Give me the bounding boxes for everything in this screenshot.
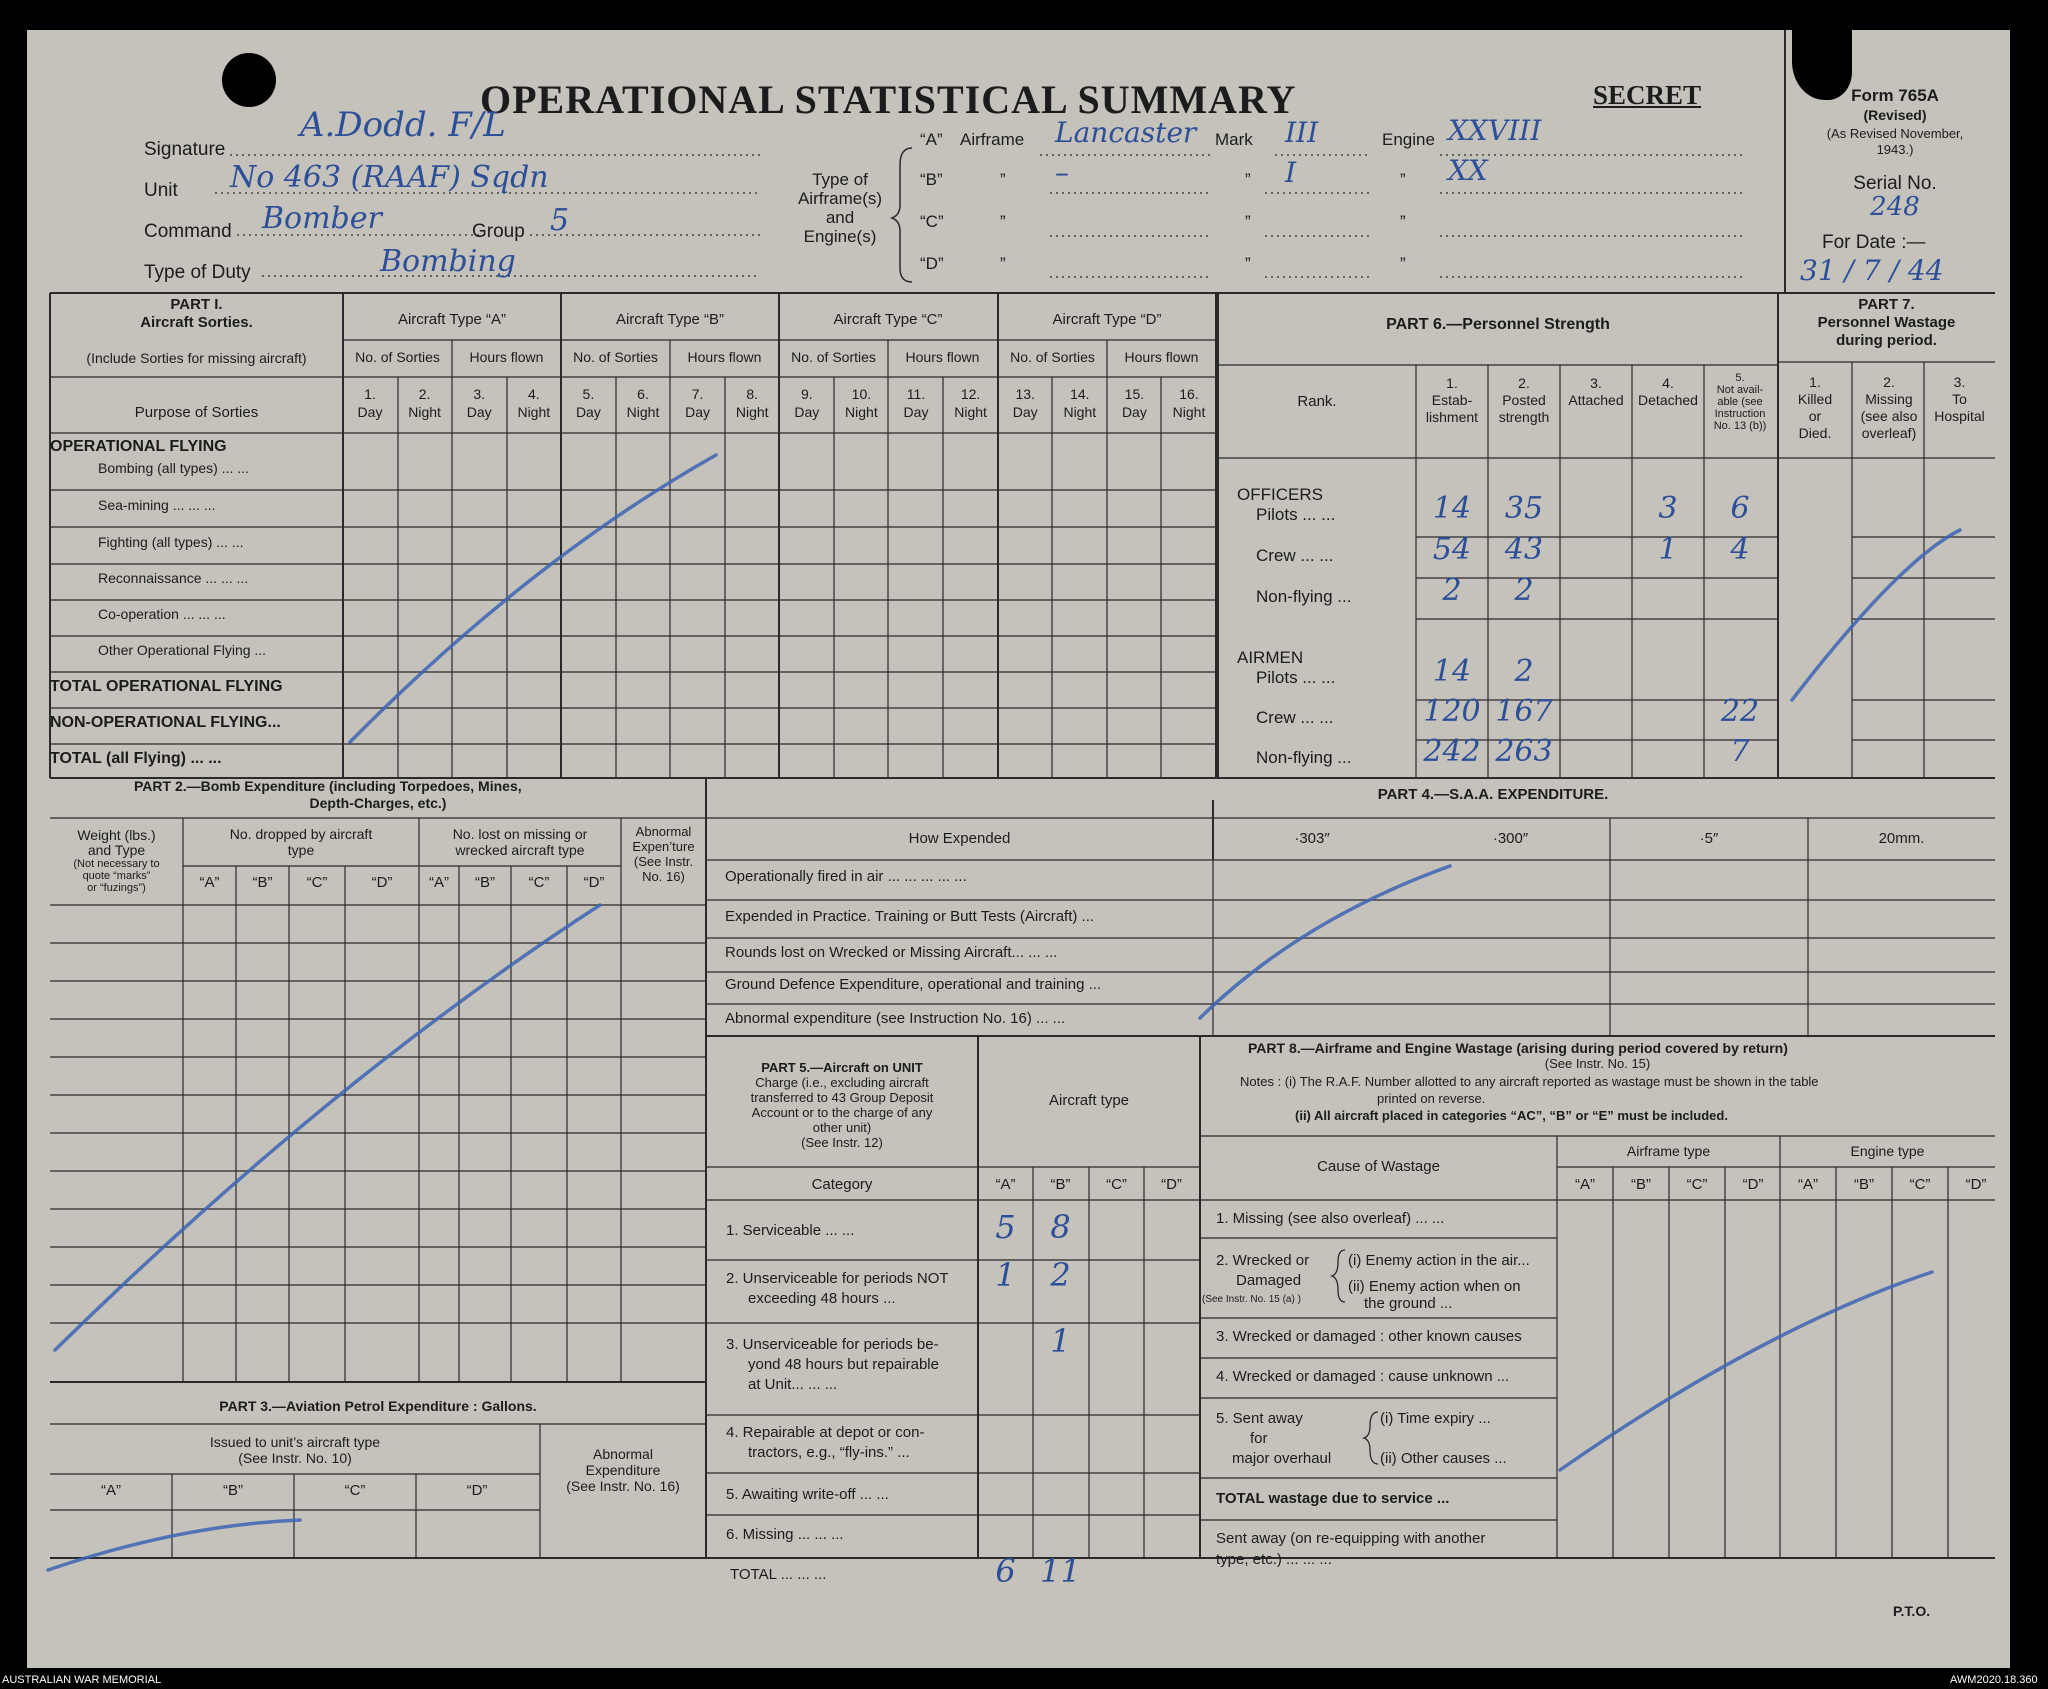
- form-revision-year: 1943.): [1876, 142, 1914, 157]
- part2-title-2: Depth-Charges, etc.): [309, 795, 447, 811]
- column-header-line: 2.: [1518, 375, 1530, 391]
- aircraft-type-header: Aircraft Type “B”: [615, 311, 725, 328]
- column-header-line: 1.: [1446, 375, 1458, 391]
- type-of-airframe-label: Type of Airframe(s) and Engine(s): [797, 170, 883, 246]
- pto-label: P.T.O.: [1893, 1603, 1931, 1619]
- calibre-header: ·5″: [1699, 830, 1719, 847]
- personnel-value: 167: [1495, 694, 1553, 729]
- personnel-column-header: [1416, 375, 1488, 426]
- aircraft-code-header: “C”: [344, 1482, 366, 1499]
- column-period: Night: [1172, 404, 1206, 420]
- sent-away-for: for: [1250, 1430, 1268, 1447]
- type-code-header: “D”: [1965, 1176, 1987, 1193]
- column-number: 16.: [1179, 386, 1199, 402]
- personnel-value: 2: [1514, 654, 1534, 689]
- part5-category-header: Category: [811, 1176, 873, 1193]
- sortie-purpose-row: Sea-mining ... ... ...: [98, 497, 216, 513]
- aircraft-type-header: Aircraft Type “D”: [1052, 311, 1162, 328]
- sortie-purpose-row: Bombing (all types) ... ...: [98, 460, 249, 476]
- airframe-code: “A”: [920, 130, 943, 149]
- duty-label: Type of Duty: [144, 262, 251, 283]
- part7-subtitle-2: during period.: [1836, 332, 1937, 349]
- column-period: Night: [517, 404, 551, 420]
- column-header-line: strength: [1498, 409, 1550, 425]
- expenditure-row: Operationally fired in air ... ... ... ... ...: [725, 868, 967, 885]
- column-header-line: 3.: [1953, 374, 1966, 390]
- airframe-word: Airframe: [960, 130, 1025, 149]
- aircraft-code-header: “D”: [371, 874, 393, 891]
- operational-flying-heading: OPERATIONAL FLYING: [50, 438, 227, 455]
- column-header-line: 1.: [1809, 374, 1821, 390]
- personnel-value: 4: [1730, 532, 1750, 567]
- column-period: Night: [735, 404, 769, 420]
- personnel-column-header: [1560, 375, 1632, 409]
- column-number: 8.: [746, 386, 759, 402]
- column-number: 12.: [960, 386, 981, 402]
- serial-value: 248: [1870, 192, 1920, 222]
- weight-and-type-header: Weight (lbs.) and Type (Not necessary to quote “marks” or “fuzings”): [73, 827, 160, 894]
- engine-value: XX: [1448, 154, 1488, 187]
- personnel-value: 54: [1432, 532, 1472, 567]
- aircraft-code-header: “B”: [475, 874, 495, 891]
- column-header-line: Estab-: [1431, 392, 1473, 408]
- column-period: Night: [626, 404, 660, 420]
- sortie-purpose-row: Co-operation ... ... ...: [98, 606, 226, 622]
- cause-of-wastage-header: Cause of Wastage: [1317, 1158, 1440, 1175]
- wastage-other-known: 3. Wrecked or damaged : other known causes: [1216, 1328, 1522, 1345]
- hours-flown-header: Hours flown: [469, 349, 544, 365]
- personnel-value: 6: [1730, 491, 1750, 526]
- column-period: Day: [794, 404, 820, 420]
- wastage-unknown: 4. Wrecked or damaged : cause unknown ...: [1216, 1368, 1510, 1385]
- part3-abnormal-header: Abnormal Expenditure (See Instr. No. 16): [566, 1446, 680, 1494]
- category-row-label: 5. Awaiting write-off ... ...: [726, 1486, 889, 1503]
- category-row-label: TOTAL ... ... ...: [730, 1566, 827, 1583]
- column-number: 9.: [800, 386, 813, 402]
- part1-subtitle: Aircraft Sorties.: [140, 314, 253, 331]
- wastage-instr-note: (See Instr. No. 15 (a) ): [1202, 1294, 1301, 1305]
- wastage-enemy-ground-1: (ii) Enemy action when on: [1348, 1278, 1521, 1295]
- unit-value: No 463 (RAAF) Sqdn: [230, 160, 549, 195]
- personnel-value: 2: [1514, 573, 1534, 608]
- aircraft-code-header: “A”: [101, 1482, 121, 1499]
- aircraft-count-value: 1: [1050, 1322, 1071, 1360]
- aircraft-count-value: 1: [995, 1256, 1016, 1294]
- hours-flown-header: Hours flown: [1124, 349, 1199, 365]
- category-row-label: 3. Unserviceable for periods be-: [726, 1336, 939, 1353]
- mark-word: Mark: [1215, 130, 1253, 149]
- personnel-value: 3: [1658, 491, 1678, 526]
- column-header-line: 5.: [1735, 372, 1745, 384]
- column-header-line: To: [1952, 391, 1967, 407]
- command-value: Bomber: [262, 201, 382, 236]
- sortie-purpose-row: NON-OPERATIONAL FLYING...: [50, 714, 281, 731]
- aircraft-code-header: “A”: [995, 1176, 1016, 1193]
- personnel-value: 43: [1504, 532, 1544, 567]
- personnel-value: 7: [1730, 734, 1750, 769]
- column-header-line: overleaf): [1861, 425, 1917, 441]
- personnel-value: 22: [1720, 694, 1760, 729]
- column-header-line: Instruction: [1714, 408, 1766, 420]
- rank-row-label: Crew ... ...: [1256, 708, 1334, 727]
- date-value: 31 / 7 / 44: [1800, 254, 1944, 287]
- column-number: 10.: [851, 386, 872, 402]
- how-expended-header: How Expended: [908, 830, 1011, 847]
- rank-row-label: Crew ... ...: [1256, 546, 1334, 565]
- type-code-header: “A”: [1575, 1176, 1595, 1193]
- part5-aircraft-type-header: Aircraft type: [1048, 1092, 1130, 1109]
- column-period: Day: [357, 404, 383, 420]
- wastage-enemy-air: (i) Enemy action in the air...: [1348, 1252, 1530, 1269]
- aircraft-code-header: “A”: [429, 874, 449, 891]
- sent-away-reequip-1: Sent away (on re-equipping with another: [1216, 1530, 1486, 1547]
- column-number: 2.: [418, 386, 431, 402]
- part1-include-note: (Include Sorties for missing aircraft): [86, 350, 307, 366]
- column-header-line: (see also: [1860, 408, 1918, 424]
- category-row-label: 6. Missing ... ... ...: [726, 1526, 844, 1543]
- airframe-value: –: [1055, 156, 1069, 189]
- aircraft-count-value: 8: [1050, 1208, 1071, 1246]
- aircraft-code-header: “D”: [466, 1482, 488, 1499]
- mark-word: ”: [1245, 170, 1251, 189]
- mark-word: ”: [1245, 212, 1251, 231]
- serial-label: Serial No.: [1853, 173, 1937, 194]
- aircraft-count-value: 11: [1040, 1552, 1081, 1590]
- sortie-purpose-row: Other Operational Flying ...: [98, 642, 267, 658]
- wastage-missing: 1. Missing (see also overleaf) ... ...: [1216, 1210, 1445, 1227]
- part2-title-1: PART 2.—Bomb Expenditure (including Torpedoes, Mines,: [134, 778, 522, 794]
- part5-title: PART 5.—Aircraft on UNIT Charge (i.e., excluding aircraft transferred to 43 Group Deposit Account or to the charge of any other unit) (See Instr. 12): [750, 1060, 934, 1150]
- form-revision-note: (As Revised November,: [1826, 126, 1964, 141]
- aircraft-code-header: “B”: [223, 1482, 243, 1499]
- part8-note-2: (ii) All aircraft placed in categories “AC”, “B” or “E” must be included.: [1295, 1108, 1728, 1123]
- part8-title: PART 8.—Airframe and Engine Wastage (arising during period covered by return): [1248, 1040, 1788, 1056]
- aircraft-count-value: 5: [995, 1208, 1016, 1246]
- category-row-label-cont: exceeding 48 hours ...: [748, 1290, 896, 1307]
- sent-away-overhaul: major overhaul: [1232, 1450, 1332, 1467]
- column-period: Night: [845, 404, 878, 420]
- wastage-wrecked-label: 2. Wrecked or: [1216, 1252, 1310, 1269]
- airframe-word: ”: [1000, 212, 1006, 231]
- engine-word: ”: [1400, 254, 1406, 273]
- aircraft-code-header: “A”: [199, 874, 220, 891]
- wastage-damaged-label: Damaged: [1236, 1272, 1302, 1289]
- form-title: OPERATIONAL STATISTICAL SUMMARY: [480, 77, 1297, 122]
- personnel-column-header: [1704, 372, 1776, 432]
- personnel-value: 242: [1423, 734, 1481, 769]
- column-header-line: Posted: [1502, 392, 1546, 408]
- mark-value: I: [1285, 156, 1297, 189]
- airframe-value: Lancaster: [1055, 116, 1197, 149]
- column-period: Night: [408, 404, 441, 420]
- sortie-purpose-row: Reconnaissance ... ... ...: [98, 570, 249, 586]
- mark-value: III: [1285, 116, 1319, 149]
- personnel-value: 35: [1504, 491, 1544, 526]
- sent-away-label: 5. Sent away: [1216, 1410, 1303, 1427]
- command-label: Command: [144, 221, 232, 242]
- column-number: 5.: [582, 386, 595, 402]
- column-number: 11.: [906, 386, 926, 402]
- signature-label: Signature: [144, 139, 226, 160]
- column-number: 1.: [364, 386, 376, 402]
- expenditure-row: Ground Defence Expenditure, operational and training ...: [725, 976, 1102, 993]
- officers-heading: OFFICERS: [1237, 485, 1323, 504]
- unit-label: Unit: [144, 180, 178, 201]
- rank-row-label: Pilots ... ...: [1256, 505, 1336, 524]
- category-row-label: 1. Serviceable ... ...: [726, 1222, 855, 1239]
- part8-note-1: Notes : (i) The R.A.F. Number allotted to any aircraft reported as wastage must be shown in the table: [1240, 1074, 1819, 1089]
- lost-header: No. lost on missing or wrecked aircraft type: [452, 826, 588, 858]
- part6-title: PART 6.—Personnel Strength: [1386, 316, 1610, 333]
- column-number: 13.: [1015, 386, 1035, 402]
- aircraft-type-header: Aircraft Type “A”: [397, 311, 507, 328]
- type-code-header: “B”: [1631, 1176, 1651, 1193]
- aircraft-type-header: Aircraft Type “C”: [833, 311, 943, 328]
- part4-title: PART 4.—S.A.A. EXPENDITURE.: [1377, 786, 1609, 803]
- aircraft-code-header: “B”: [1050, 1176, 1071, 1193]
- date-label: For Date :—: [1822, 232, 1926, 253]
- part3-issued-header: Issued to unit’s aircraft type (See Instr. No. 10): [209, 1434, 381, 1466]
- aircraft-count-value: 6: [995, 1552, 1016, 1590]
- category-row-label: 2. Unserviceable for periods NOT: [726, 1270, 949, 1287]
- rank-row-label: Non-flying ...: [1256, 587, 1352, 606]
- personnel-column-header: [1488, 375, 1560, 426]
- hours-flown-header: Hours flown: [687, 349, 762, 365]
- type-code-header: “C”: [1686, 1176, 1708, 1193]
- archive-reference: AWM2020.18.360: [1950, 1674, 2038, 1686]
- engine-type-header: Engine type: [1850, 1143, 1925, 1159]
- aircraft-code-header: “C”: [306, 874, 328, 891]
- purpose-header: Purpose of Sorties: [134, 404, 259, 421]
- calibre-header: ·303″: [1294, 830, 1330, 847]
- aircraft-count-value: 2: [1050, 1256, 1071, 1294]
- part8-see: (See Instr. No. 15): [1544, 1056, 1651, 1071]
- column-header-line: Detached: [1638, 392, 1698, 408]
- airframe-code: “D”: [920, 254, 944, 273]
- calibre-header: ·300″: [1492, 830, 1529, 847]
- part8-note-1b: printed on reverse.: [1377, 1091, 1486, 1106]
- expenditure-row: Expended in Practice. Training or Butt Tests (Aircraft) ...: [725, 908, 1095, 925]
- airframe-code: “B”: [920, 170, 943, 189]
- form-revised: (Revised): [1863, 107, 1927, 123]
- type-code-header: “B”: [1854, 1176, 1874, 1193]
- no-of-sorties-header: No. of Sorties: [1010, 349, 1095, 365]
- column-header-line: Attached: [1568, 392, 1624, 408]
- form-number: Form 765A: [1851, 86, 1939, 105]
- airframe-word: ”: [1000, 170, 1006, 189]
- column-number: 6.: [637, 386, 649, 402]
- column-period: Night: [954, 404, 987, 420]
- type-code-header: “A”: [1798, 1176, 1818, 1193]
- engine-word: ”: [1400, 170, 1406, 189]
- part1-title: PART I.: [170, 296, 223, 313]
- classification-label: SECRET: [1593, 80, 1702, 110]
- column-header-line: No. 13 (b)): [1713, 420, 1767, 432]
- group-label: Group: [472, 221, 525, 242]
- part6-rank-header: Rank.: [1297, 393, 1337, 410]
- hours-flown-header: Hours flown: [905, 349, 980, 365]
- column-number: 3.: [473, 386, 486, 402]
- category-row-label-cont: tractors, e.g., “fly-ins.” ...: [748, 1444, 910, 1461]
- aircraft-code-header: “D”: [1161, 1176, 1182, 1193]
- column-period: Day: [1012, 404, 1038, 420]
- column-header-line: Hospital: [1934, 408, 1985, 424]
- aircraft-code-header: “C”: [1106, 1176, 1127, 1193]
- rank-row-label: Non-flying ...: [1256, 748, 1352, 767]
- total-wastage: TOTAL wastage due to service ...: [1216, 1490, 1450, 1507]
- column-header-line: lishment: [1425, 409, 1479, 425]
- expenditure-row: Rounds lost on Wrecked or Missing Aircraft... ... ...: [725, 944, 1058, 961]
- aircraft-code-header: “B”: [252, 874, 273, 891]
- wastage-column-header: [1852, 374, 1926, 442]
- other-causes: (ii) Other causes ...: [1380, 1450, 1507, 1467]
- wastage-column-header: [1778, 374, 1852, 442]
- part7-subtitle-1: Personnel Wastage: [1817, 314, 1956, 331]
- sortie-purpose-row: TOTAL (all Flying) ... ...: [50, 750, 222, 767]
- category-row-label-cont: yond 48 hours but repairable: [748, 1356, 939, 1373]
- time-expiry: (i) Time expiry ...: [1380, 1410, 1491, 1427]
- personnel-column-header: [1632, 375, 1704, 409]
- sortie-purpose-row: Fighting (all types) ... ...: [98, 534, 244, 550]
- expenditure-row: Abnormal expenditure (see Instruction No. 16) ... ...: [725, 1010, 1066, 1027]
- sortie-purpose-row: TOTAL OPERATIONAL FLYING: [50, 678, 283, 695]
- part2-abnormal-header: Abnormal Expen’ture (See Instr. No. 16): [632, 824, 695, 884]
- personnel-value: 14: [1432, 654, 1472, 689]
- personnel-value: 14: [1432, 491, 1472, 526]
- category-row-label: 4. Repairable at depot or con-: [726, 1424, 925, 1441]
- group-value: 5: [550, 203, 570, 238]
- personnel-value: 263: [1495, 734, 1553, 769]
- column-period: Day: [575, 404, 601, 420]
- airframe-code: “C”: [920, 212, 944, 231]
- column-period: Day: [466, 404, 492, 420]
- part7-title: PART 7.: [1858, 296, 1915, 313]
- column-period: Day: [1121, 404, 1147, 420]
- column-header-line: 4.: [1662, 375, 1674, 391]
- airframe-word: ”: [1000, 254, 1006, 273]
- engine-word: Engine: [1382, 130, 1435, 149]
- column-header-line: Died.: [1798, 425, 1832, 441]
- mark-word: ”: [1245, 254, 1251, 273]
- column-header-line: Missing: [1865, 391, 1913, 407]
- no-of-sorties-header: No. of Sorties: [573, 349, 658, 365]
- part3-title: PART 3.—Aviation Petrol Expenditure : Gallons.: [219, 1398, 537, 1414]
- column-number: 14.: [1070, 386, 1090, 402]
- duty-value: Bombing: [380, 244, 516, 279]
- airframe-type-header: Airframe type: [1626, 1143, 1711, 1159]
- personnel-value: 120: [1423, 694, 1481, 729]
- type-code-header: “C”: [1909, 1176, 1931, 1193]
- engine-value: XXVIII: [1448, 114, 1542, 147]
- column-header-line: or: [1808, 408, 1822, 424]
- category-row-label-cont: at Unit... ... ...: [748, 1376, 838, 1393]
- column-period: Night: [1063, 404, 1097, 420]
- column-number: 4.: [527, 386, 540, 402]
- no-of-sorties-header: No. of Sorties: [355, 349, 440, 365]
- column-period: Day: [685, 404, 711, 420]
- no-of-sorties-header: No. of Sorties: [791, 349, 876, 365]
- engine-word: ”: [1400, 212, 1406, 231]
- column-header-line: 2.: [1883, 374, 1895, 390]
- column-number: 15.: [1124, 386, 1145, 402]
- aircraft-code-header: “C”: [528, 874, 550, 891]
- column-header-line: Killed: [1797, 391, 1833, 407]
- airmen-heading: AIRMEN: [1237, 648, 1304, 667]
- column-period: Day: [903, 404, 929, 420]
- sent-away-reequip-2: type, etc.) ... ... ...: [1216, 1551, 1332, 1568]
- signature-value: A.Dodd. F/L: [300, 105, 506, 145]
- dropped-header: No. dropped by aircraft type: [229, 826, 373, 858]
- column-header-line: Not avail-: [1716, 384, 1764, 396]
- wastage-enemy-ground-2: the ground ...: [1364, 1295, 1453, 1312]
- column-number: 7.: [691, 386, 704, 402]
- aircraft-code-header: “D”: [583, 874, 605, 891]
- calibre-header: 20mm.: [1878, 830, 1925, 847]
- wastage-column-header: [1924, 374, 1995, 425]
- type-code-header: “D”: [1742, 1176, 1764, 1193]
- rank-row-label: Pilots ... ...: [1256, 668, 1336, 687]
- column-header-line: 3.: [1590, 375, 1602, 391]
- personnel-value: 2: [1442, 573, 1462, 608]
- personnel-value: 1: [1658, 532, 1678, 567]
- column-header-line: able (see: [1717, 396, 1763, 408]
- archive-credit: AUSTRALIAN WAR MEMORIAL: [2, 1674, 162, 1686]
